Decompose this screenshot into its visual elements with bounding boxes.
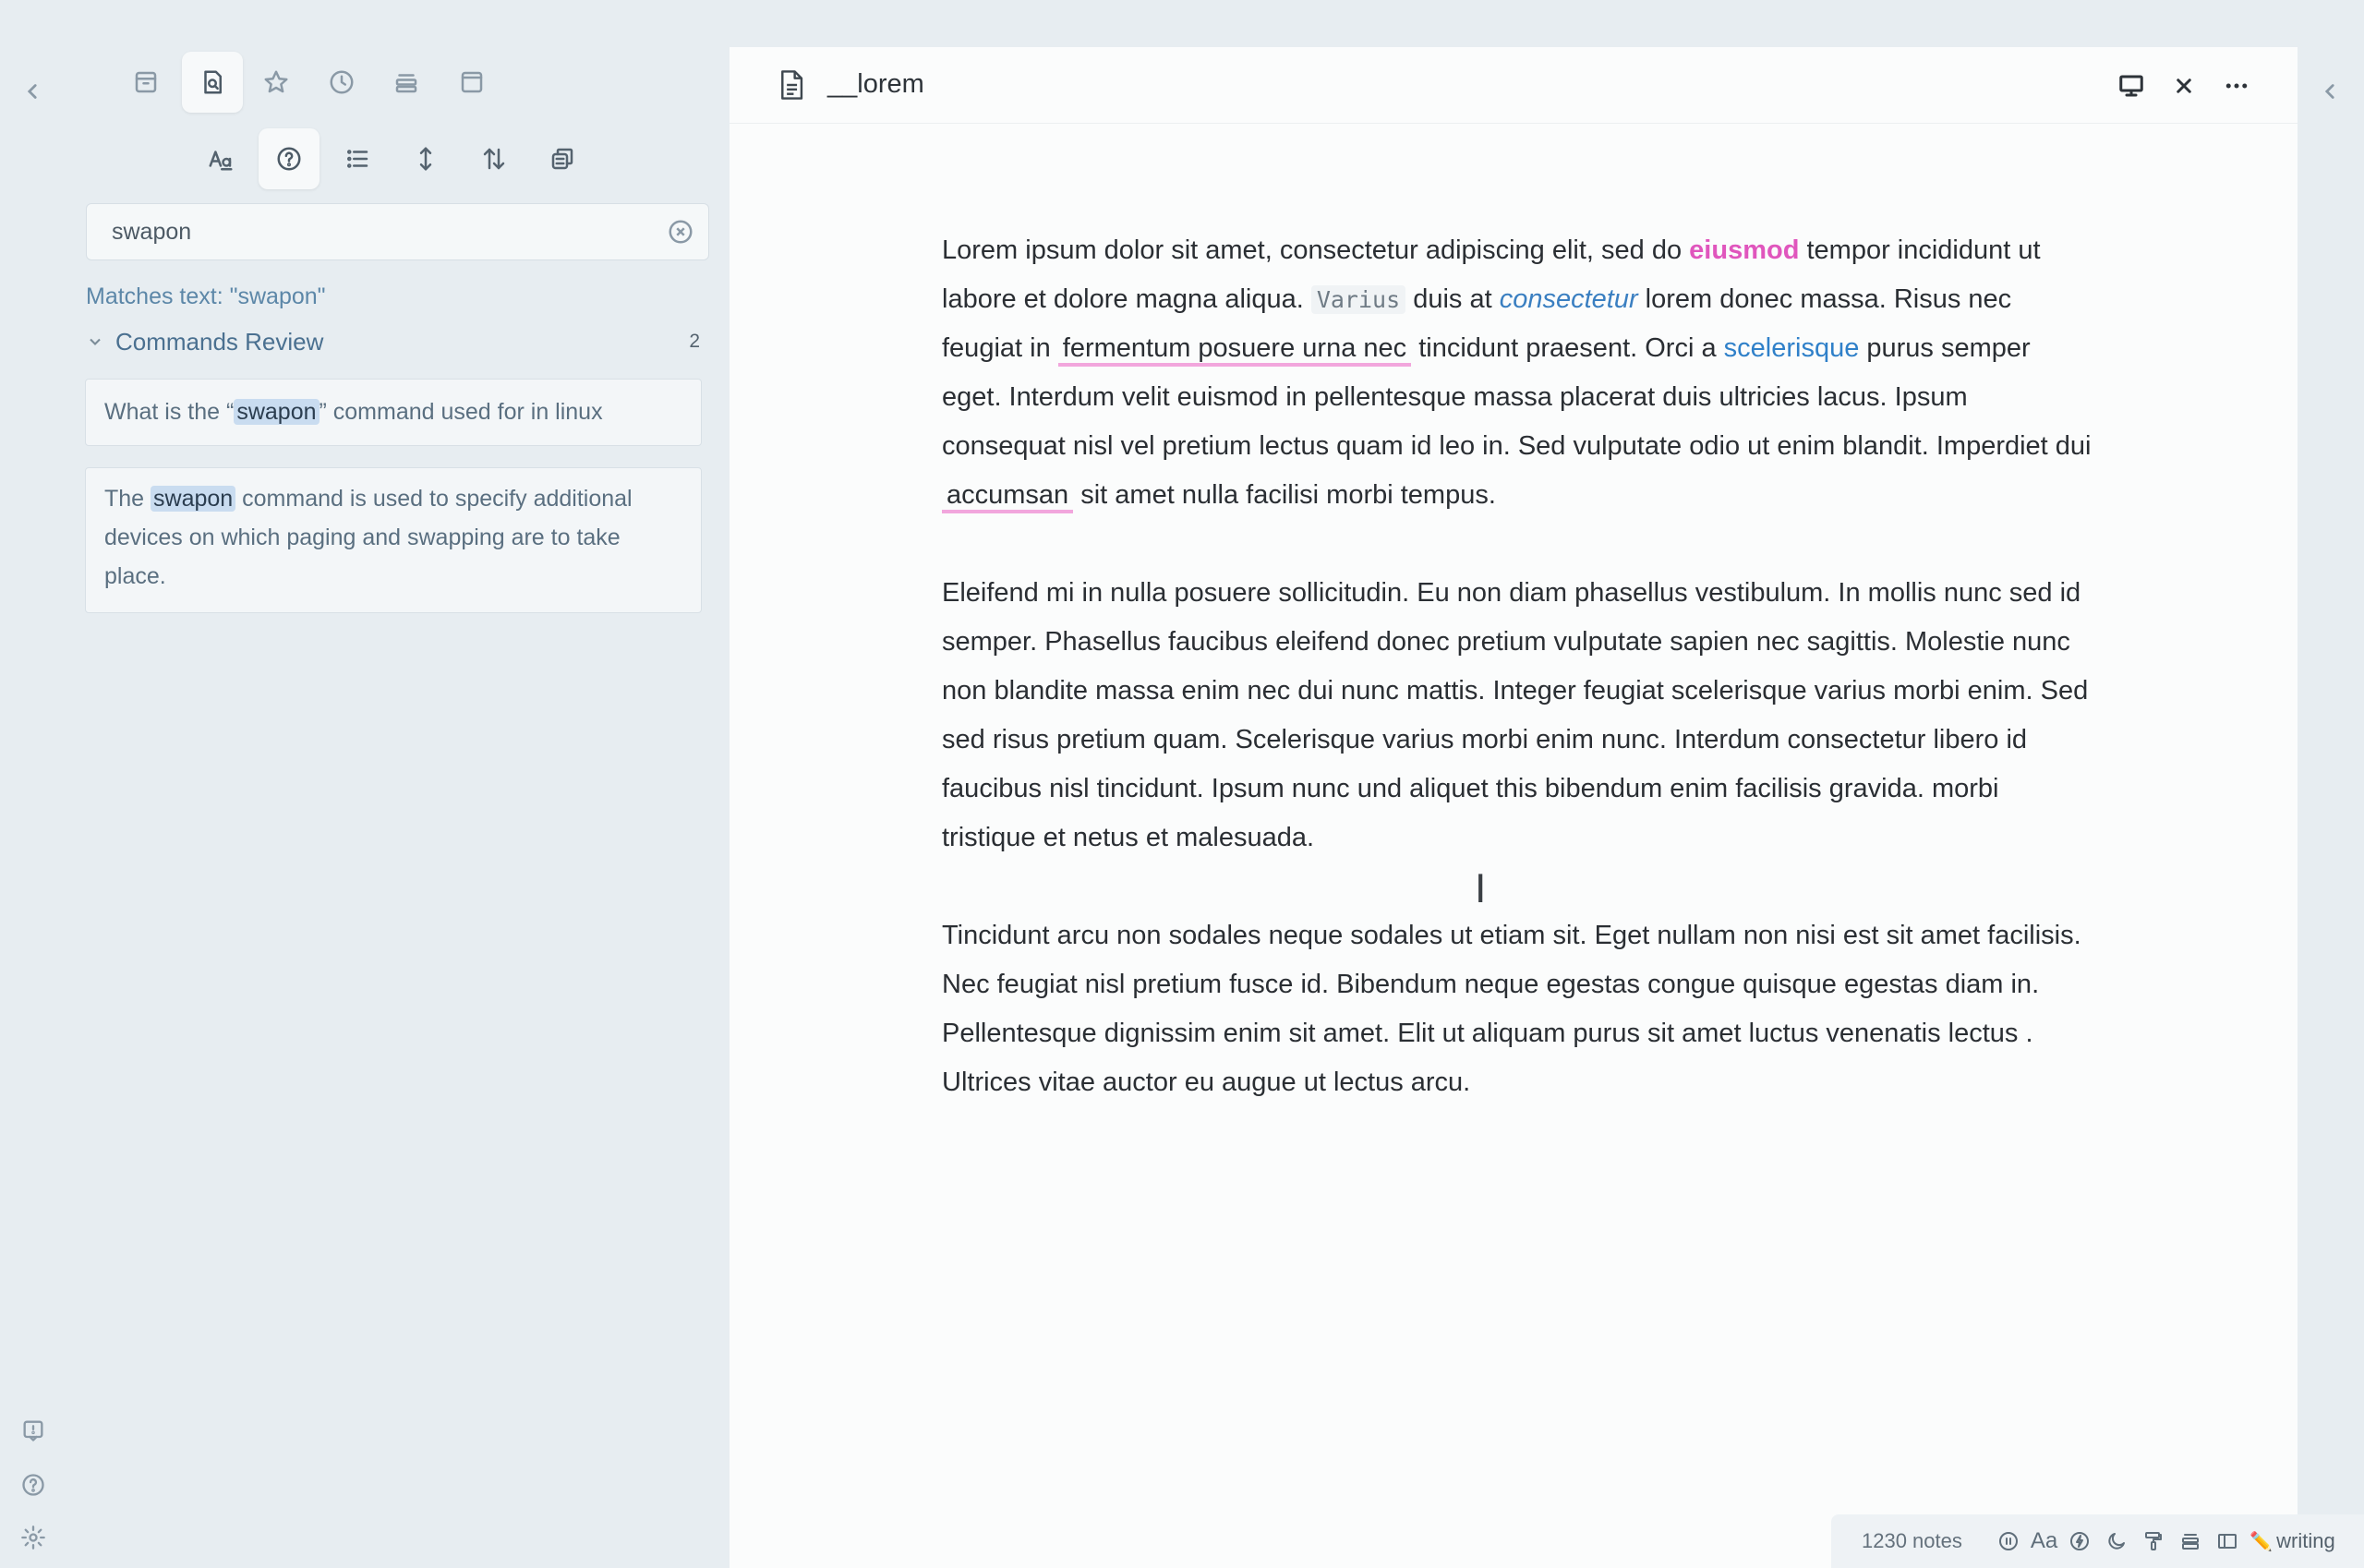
help-icon[interactable]: [259, 128, 320, 189]
stack-toggle-icon[interactable]: [2176, 1526, 2205, 1556]
document-title: __lorem: [827, 69, 924, 99]
search-input[interactable]: [87, 203, 662, 260]
editor-pane: [730, 47, 2298, 1568]
text-run: duis at: [1405, 284, 1500, 314]
stack-icon[interactable]: [376, 52, 437, 113]
archive-icon[interactable]: [115, 52, 176, 113]
bold-pink-text: eiusmod: [1689, 235, 1800, 265]
answer-highlight: swapon: [151, 486, 235, 512]
sort-icon[interactable]: [464, 128, 525, 189]
sidebar: [0, 0, 730, 1568]
pause-icon[interactable]: [1994, 1526, 2023, 1556]
feedback-icon[interactable]: [13, 1410, 54, 1451]
underlined-text: fermentum posuere urna nec: [1058, 333, 1411, 367]
text-run: Lorem ipsum dolor sit amet, consectetur adipiscing elit, sed do: [942, 235, 1690, 265]
group-header-commands-review[interactable]: [86, 325, 700, 358]
clock-icon[interactable]: [311, 52, 372, 113]
more-options-icon[interactable]: [2218, 67, 2255, 104]
close-icon[interactable]: [2165, 67, 2202, 104]
lightning-icon[interactable]: [2065, 1526, 2094, 1556]
paragraph-3: Tincidunt arcu non sodales neque sodales ut etiam sit. Eget nullam non nisi est sit amet facilisis. Nec feugiat nisl pretium fusce id. Bibendum neque egestas congue quisque egestas diam in. Pellentesque dignissim enim sit amet. Elit ut aliquam purus sit amet luctus venenatis lectus . Ultrices vitae auctor eu augue ut lectus arcu.: [942, 921, 2081, 1097]
text-cursor-icon: I: [1475, 866, 1487, 911]
document-header: [730, 47, 2298, 124]
answer-prefix: The: [104, 486, 151, 512]
monitor-icon[interactable]: [2113, 67, 2150, 104]
notes-count: 1230 notes: [1862, 1529, 1962, 1552]
status-bar: [1831, 1514, 2364, 1568]
font-size-icon[interactable]: [190, 128, 251, 189]
paragraph-1: [942, 226, 2092, 520]
list-icon[interactable]: [327, 128, 388, 189]
window-icon[interactable]: [441, 52, 502, 113]
text-run: purus semper eget. Interdum velit euismod in pellentesque massa placerat duis ultricies lacus. Ipsum consequat nisl vel pretium lectus quam id leo in. Sed vulputate odio ut enim blandit. Imperdiet dui: [942, 333, 2092, 461]
answer-suffix: command is used to specify additional devices on which paging and swapping are to take place.: [104, 486, 633, 589]
question-suffix: ” command used for in linux: [319, 399, 603, 425]
text-run: tincidunt praesent. Orci a: [1411, 333, 1724, 363]
question-prefix: What is the “: [104, 399, 235, 425]
group-count: 2: [689, 331, 700, 352]
result-card-question[interactable]: [85, 379, 702, 446]
copy-icon[interactable]: [532, 128, 593, 189]
text-run: lorem donec massa. Risus nec feugiat in: [942, 284, 2012, 363]
result-card-answer[interactable]: [85, 467, 702, 613]
text-run: tempor incididunt ut labore et dolore magna aliqua.: [942, 235, 2041, 314]
expand-vertical-icon[interactable]: [395, 128, 456, 189]
layout-icon[interactable]: [2213, 1526, 2242, 1556]
pencil-icon: ✏️: [2249, 1531, 2274, 1552]
link-text[interactable]: scelerisque: [1723, 333, 1860, 363]
mode-label[interactable]: writing: [2276, 1529, 2335, 1552]
underlined-text: accumsan: [942, 480, 1073, 513]
italic-link[interactable]: consectetur: [1499, 284, 1638, 314]
matches-label: Matches text: "swapon": [86, 283, 326, 309]
paragraph-2: Eleifend mi in nulla posuere sollicitudin. Eu non diam phasellus vestibulum. In mollis nunc sed id semper. Phasellus faucibus eleifend donec pretium vulputate sapien nec sagittis. Molestie nunc non blandite massa enim nec dui nunc mattis. Integer feugiat scelerisque varius morbi enim. Sed sed risus pretium quam. Scelerisque varius morbi enim nunc. Interdum consectetur libero id faucibus nisl tincidunt. Ipsum nunc und aliquet this bibendum enim facilisis gravida. morbi tristique et netus et malesuada.: [942, 578, 2089, 852]
search-note-icon[interactable]: [182, 52, 243, 113]
moon-icon[interactable]: [2102, 1526, 2131, 1556]
collapse-sidebar-icon[interactable]: [20, 79, 48, 107]
clear-search-icon[interactable]: [662, 213, 699, 250]
text-run: sit amet nulla facilisi morbi tempus.: [1073, 480, 1496, 510]
star-icon[interactable]: [246, 52, 307, 113]
paint-roller-icon[interactable]: [2139, 1526, 2168, 1556]
chevron-down-icon: [86, 332, 104, 351]
collapse-right-panel-icon[interactable]: [2318, 79, 2346, 107]
gear-icon[interactable]: [13, 1517, 54, 1558]
inline-code: Varius: [1311, 285, 1405, 314]
group-title: Commands Review: [115, 327, 324, 356]
document-content[interactable]: [942, 226, 2092, 1156]
help-bottom-icon[interactable]: [13, 1465, 54, 1505]
typography-toggle[interactable]: Aa: [2030, 1528, 2058, 1553]
document-icon: [778, 69, 809, 101]
question-highlight: swapon: [234, 399, 319, 425]
search-box: [86, 203, 709, 260]
